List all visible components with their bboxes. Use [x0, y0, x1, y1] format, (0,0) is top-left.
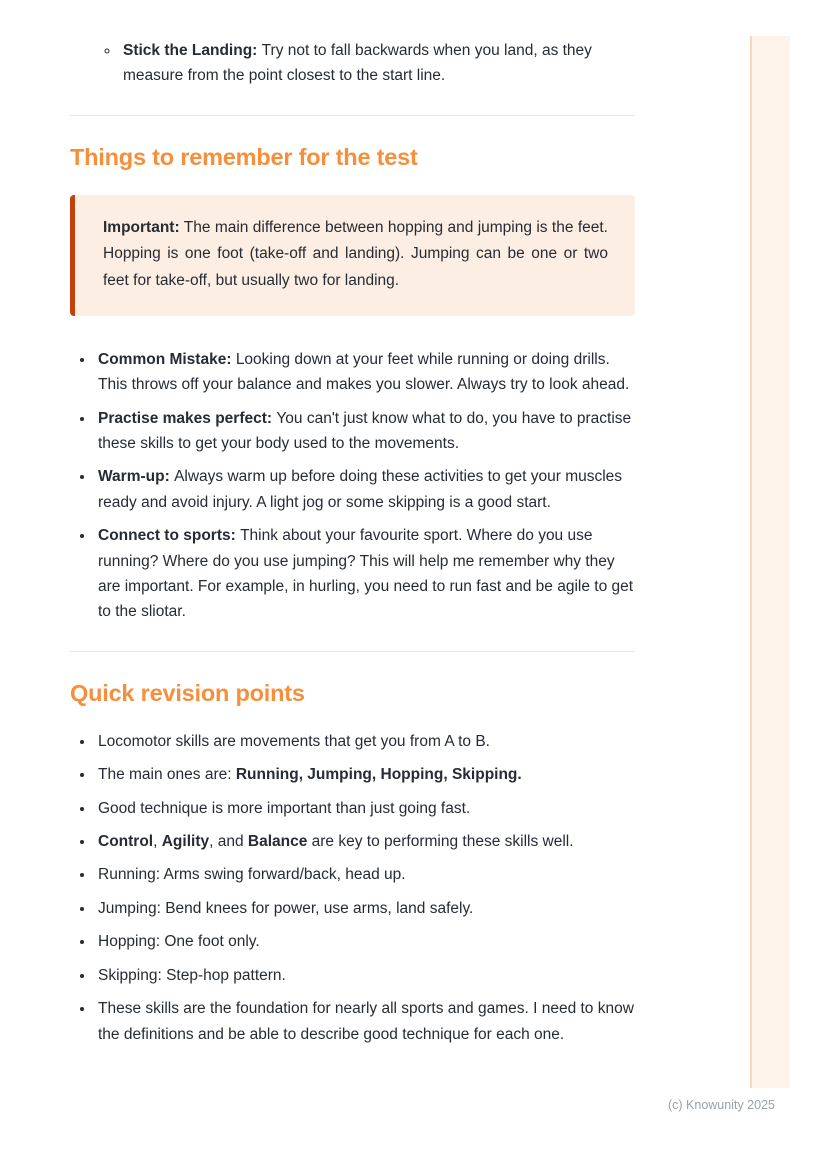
text-run: Always warm up before doing these activities to get your muscles ready and avoid injury. A light jog or some skipping is a good start. [98, 468, 623, 511]
footer-copyright: (c) Knowunity 2025 [667, 1098, 775, 1112]
section-heading-quick-revision: Quick revision points [70, 679, 305, 706]
list-item [95, 729, 635, 754]
bold-text: Balance [247, 833, 308, 851]
callout-paragraph [103, 215, 608, 295]
text-run: Good technique is more important than just going fast. [98, 799, 471, 817]
text-run: These skills are the foundation for nearly all sports and games. I need to know the definitions and be able to describe good technique for each one. [98, 1000, 634, 1043]
text-run: Think about your favourite sport. Where do you use running? Where do you use jumping? This will help me remember why they are important. For example, in hurling, you need to run fast and be agile to get to the sliotar. [98, 527, 634, 621]
text-run: Locomotor skills are movements that get you from A to B. [98, 732, 490, 750]
section-divider [70, 115, 635, 116]
list-item [95, 523, 635, 625]
callout-label: Important: [103, 218, 180, 236]
list-item [95, 464, 635, 515]
bold-text: Connect to sports: [98, 527, 241, 545]
bold-text: Practise makes perfect: [98, 409, 277, 427]
text-run: , and [209, 833, 248, 851]
text-run: Try not to fall backwards when you land, as they measure from the point closest to the start line. [123, 42, 592, 85]
text-run: , [153, 833, 162, 851]
text-run: The main ones are: [98, 766, 236, 784]
bold-text: Running, Jumping, Hopping, Skipping. [235, 766, 522, 784]
sub-bullet-list [70, 38, 635, 89]
list-item [95, 862, 635, 887]
bold-text: Agility [161, 833, 210, 851]
bold-text: Control [98, 833, 154, 851]
text-run: Skipping: Step-hop pattern. [98, 966, 286, 984]
section-divider [70, 651, 635, 652]
bold-text: Common Mistake: [98, 350, 236, 368]
text-run: Running: Arms swing forward/back, head up. [98, 866, 406, 884]
text-run: Hopping: One foot only. [98, 933, 260, 951]
bold-text: Warm-up: [98, 468, 175, 486]
text-run: Jumping: Bend knees for power, use arms, land safely. [98, 899, 474, 917]
document-content [70, 38, 635, 1055]
section-heading-things-to-remember: Things to remember for the test [70, 143, 418, 170]
list-item [95, 896, 635, 921]
quick-revision-list [70, 729, 635, 1047]
callout-body-text: The main difference between hopping and jumping is the feet. Hopping is one foot (take-off and landing). Jumping can be one or two feet for take-off, but usually two for landing. [103, 218, 608, 290]
list-item [120, 38, 635, 89]
text-run: You can't just know what to do, you have to practise these skills to get your body used to the movements. [98, 409, 632, 452]
list-item [95, 796, 635, 821]
important-callout [70, 195, 635, 316]
list-item [95, 406, 635, 457]
list-item [95, 929, 635, 954]
text-run: Looking down at your feet while running or doing drills. This throws off your balance and makes you slower. Always try to look ahead. [98, 350, 630, 394]
list-item [95, 347, 635, 398]
text-run: are key to performing these skills well. [307, 833, 574, 851]
page-edge-decoration [750, 36, 790, 1088]
list-item [95, 829, 635, 854]
things-to-remember-list [70, 347, 635, 625]
list-item [95, 996, 635, 1047]
list-item [95, 963, 635, 988]
bold-text: Stick the Landing: [123, 42, 262, 59]
list-item [95, 762, 635, 787]
